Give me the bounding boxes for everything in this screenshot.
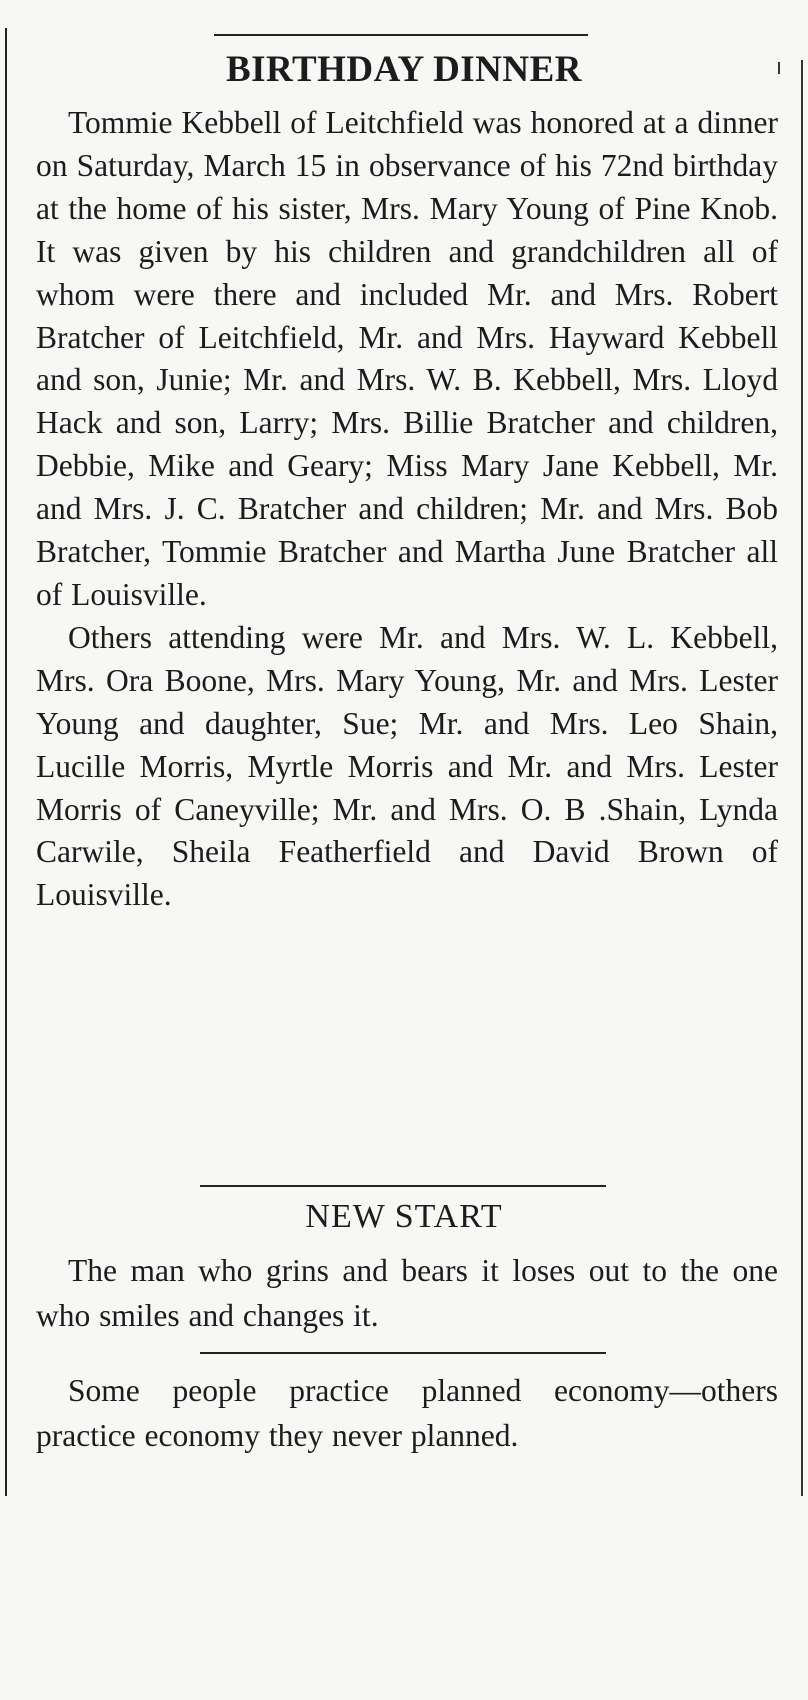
middle-divider-rule [200,1185,606,1187]
top-divider-rule [214,34,588,36]
birthday-dinner-headline: BIRTHDAY DINNER [225,49,583,90]
right-column-rule [801,60,803,1496]
lower-divider-rule [200,1352,606,1354]
economy-text: Some people practice planned economy—others practice economy they never planned. [36,1373,778,1453]
new-start-headline: NEW START [305,1198,503,1235]
birthday-dinner-article [36,102,778,917]
economy-item [36,1368,778,1458]
new-start-item [36,1248,778,1338]
birthday-dinner-paragraph-2: Others attending were Mr. and Mrs. W. L. Kebbell, Mrs. Ora Boone, Mrs. Mary Young, Mr. and Mrs. Lester Young and daughter, Sue; Mr. and Mrs. Leo Shain, Lucille Morris, Myrtle Morris and Mr. and Mrs. Lester Morris of Caneyville; Mr. and Mrs. O. B .Shain, Lynda Carwile, Sheila Featherfield and David Brown of Louisville. [36,619,778,913]
new-start-text: The man who grins and bears it loses out to the one who smiles and changes it. [36,1253,778,1333]
left-column-rule [5,28,7,1496]
birthday-dinner-paragraph-1: Tommie Kebbell of Leitchfield was honored at a dinner on Saturday, March 15 in observance of his 72nd birthday at the home of his sister, Mrs. Mary Young of Pine Knob. It was given by his children and grandchildren all of whom were there and included Mr. and Mrs. Robert Bratcher of Leitchfield, Mr. and Mrs. Hayward Kebbell and son, Junie; Mr. and Mrs. W. B. Kebbell, Mrs. Lloyd Hack and son, Larry; Mrs. Billie Bratcher and children, Debbie, Mike and Geary; Miss Mary Jane Kebbell, Mr. and Mrs. J. C. Bratcher and children; Mr. and Mrs. Bob Bratcher, Tommie Bratcher and Martha June Bratcher all of Louisville. [36,105,778,612]
